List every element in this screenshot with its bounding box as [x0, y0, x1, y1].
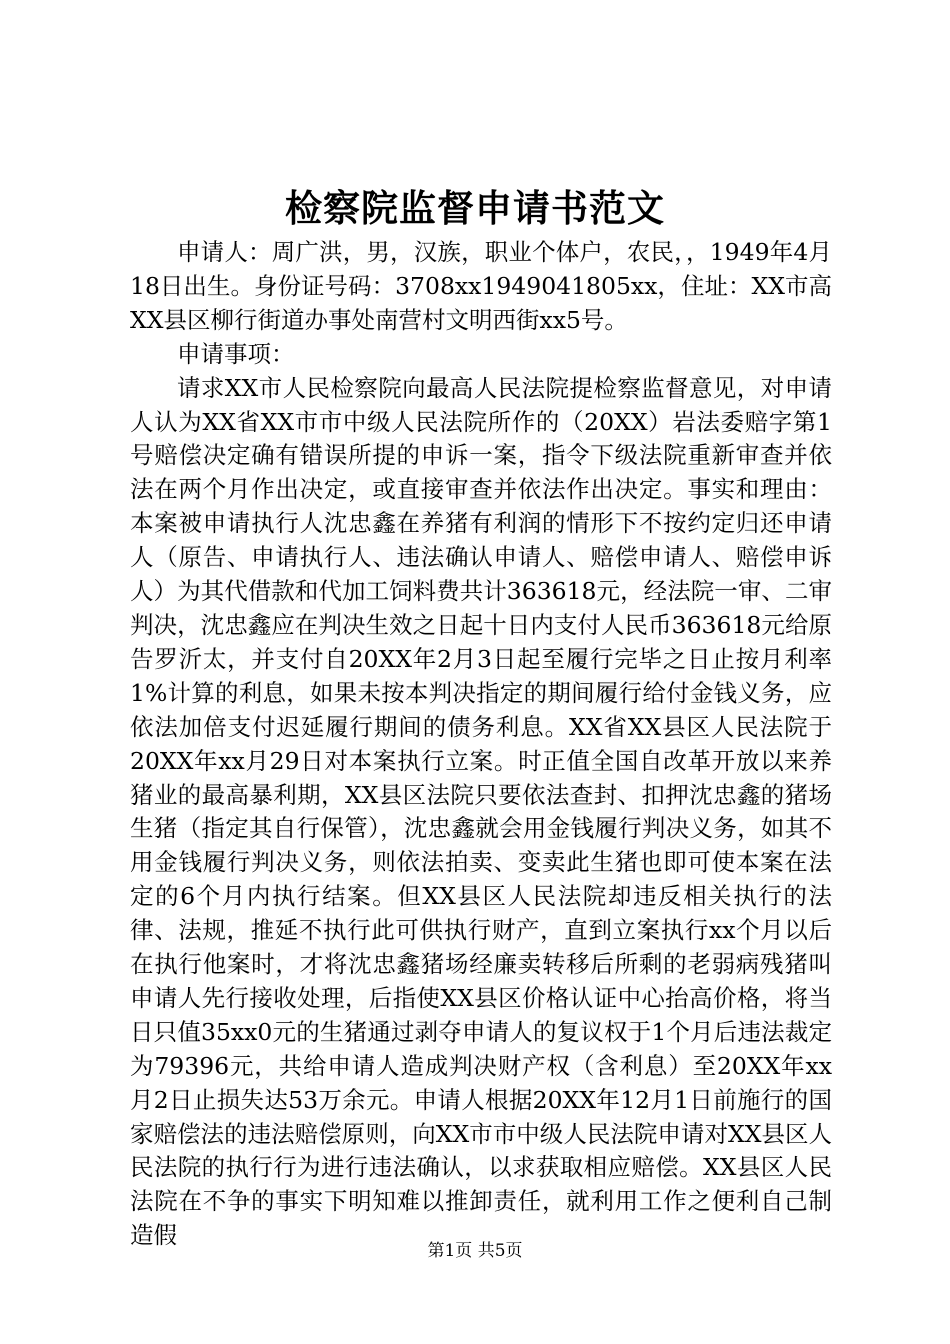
- page-number: 第1页 共5页: [427, 1241, 523, 1261]
- request-paragraph: 请求XX市人民检察院向最高人民法院提检察监督意见，对申请人认为XX省XX市市中级人民法院所作的（20XX）岩法委赔字第1号赔偿决定确有错误所提的申诉一案，指令下级法院重新审查并依法在两个月作出决定，或直接审查并依法作出决定。事实和理由：本案被申请执行人沈忠鑫在养猪有利润的情形下不按约定归还申请人（原告、申请执行人、违法确认申请人、赔偿申请人、赔偿申诉人）为其代借款和代加工饲料费共计363618元，经法院一审、二审判决，沈忠鑫应在判决生效之日起十日内支付人民币363618元给原告罗沂太，并支付自20XX年2月3日起至履行完毕之日止按月利率1%计算的利息，如果未按本判决指定的期间履行给付金钱义务，应依法加倍支付迟延履行期间的债务利息。XX省XX县区人民法院于20XX年xx月29日对本案执行立案。时正值全国自改革开放以来养猪业的最高暴利期，XX县区法院只要依法查封、扣押沈忠鑫的猪场生猪（指定其自行保管），沈忠鑫就会用金钱履行判决义务，如其不用金钱履行判决义务，则依法拍卖、变卖此生猪也即可使本案在法定的6个月内执行结案。但XX县区人民法院却违反相关执行的法律、法规，推延不执行此可供执行财产，直到立案执行xx个月以后在执行他案时，才将沈忠鑫猪场经廉卖转移后所剩的老弱病残猪叫申请人先行接收处理，后指使XX县区价格认证中心抬高价格，将当日只值35xx0元的生猪通过剥夺申请人的复议权于1个月后违法裁定为79396元，共给申请人造成判决财产权（含利息）至20XX年xx月2日止损失达53万余元。申请人根据20XX年12月1日前施行的国家赔偿法的违法赔偿原则，向XX市市中级人民法院申请对XX县区人民法院的执行行为进行违法确认，以求获取相应赔偿。XX县区人民法院在不争的事实下明知难以推卸责任，就利用工作之便利自己制造假: [130, 373, 832, 1250]
- request-heading: 申请事项：: [177, 339, 295, 368]
- page-title: 检察院监督申请书范文: [285, 186, 665, 230]
- document-body: [130, 236, 832, 1253]
- applicant-paragraph: 申请人：周广洪，男，汉族，职业个体户，农民，，1949年4月18日出生。身份证号码：3708xx1949041805xx，住址：XX市高XX县区柳行街道办事处南营村文明西街xx5号。: [130, 238, 832, 334]
